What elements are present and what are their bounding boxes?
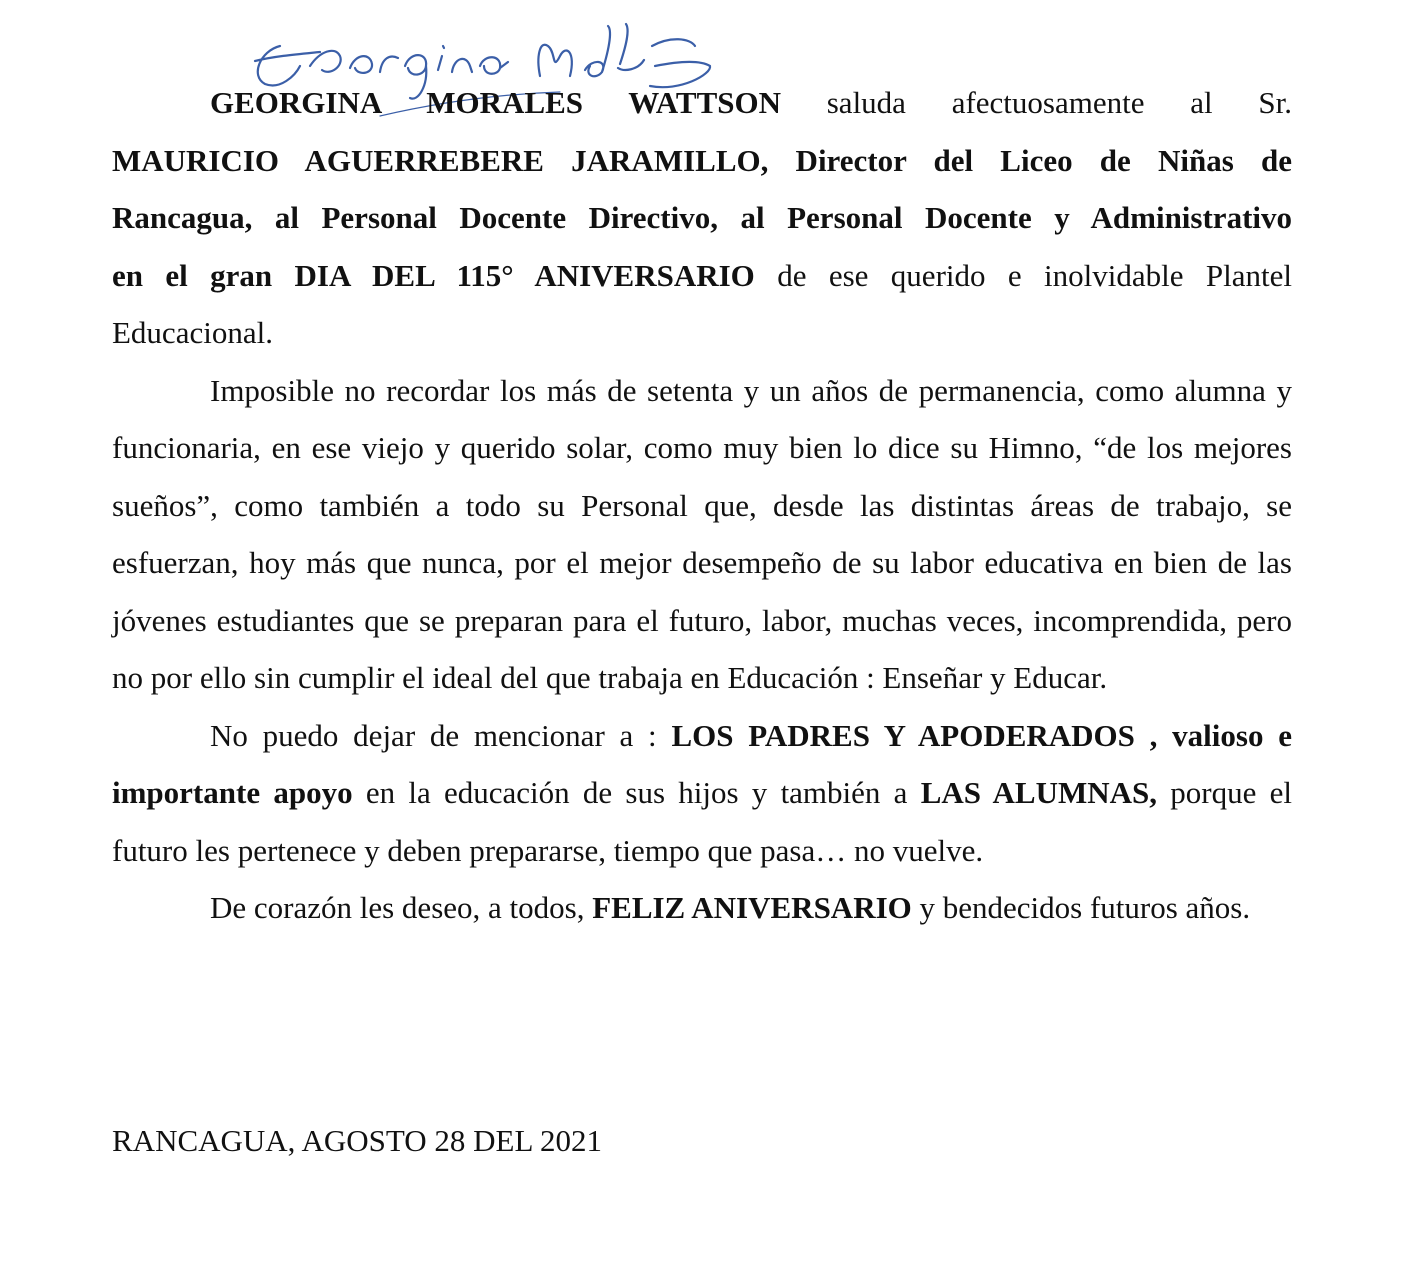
parents-middle-text: en la educación de sus hijos y también a [352,775,921,810]
parents-closing-text: porque el futuro les pertenece y deben prepararse, tiempo que pasa… no vuelve. [112,775,1292,868]
greeting-text: saluda afectuosamente al Sr. [780,85,1292,120]
wishes-closing-text: y bendecidos futuros años. [911,890,1251,925]
addressee-text: MAURICIO AGUERREBERE JARAMILLO, Director del Liceo de Niñas de Rancagua, al Personal Docente Directivo, al Personal Docente y Administrativo en el gran DIA DEL 115° ANIVERSARIO [112,142,1292,293]
greeting-closing-text: de ese querido e inolvidable Plantel Educacional. [112,257,1292,350]
students-bold-text: LAS ALUMNAS, [920,775,1158,810]
memories-paragraph: Imposible no recordar los más de setenta y un años de permanencia, como alumna y funcionaria, en ese viejo y querido solar, como muy bien lo dice su Himno, “de los mejores sueños”, como también a todo su Personal que, desde las distintas áreas de trabajo, se esfuerzan, hoy más que nunca, por el mejor desempeño de su labor educativa en bien de las jóvenes estudiantes que se preparan para el futuro, labor, muchas veces, incomprendida, pero no por ello sin cumplir el ideal del que trabaja en Educación : Enseñar y Educar. [112,372,1292,695]
anniversary-bold-text: FELIZ ANIVERSARIO [592,890,912,925]
parents-paragraph [112,707,1292,880]
letter-page [112,0,1292,1281]
parents-bold-text: LOS PADRES Y APODERADOS , valioso e importante apoyo [112,717,1293,810]
letter-body [112,74,1292,937]
wishes-intro-text: De corazón les deseo, a todos, [210,890,593,925]
parents-intro-text: No puedo dejar de mencionar a : [210,717,672,753]
greeting-paragraph [112,74,1292,362]
sender-name: GEORGINA MORALES WATTSON [210,85,781,120]
place-date: RANCAGUA, AGOSTO 28 DEL 2021 [112,1123,602,1158]
wishes-paragraph [112,879,1292,937]
